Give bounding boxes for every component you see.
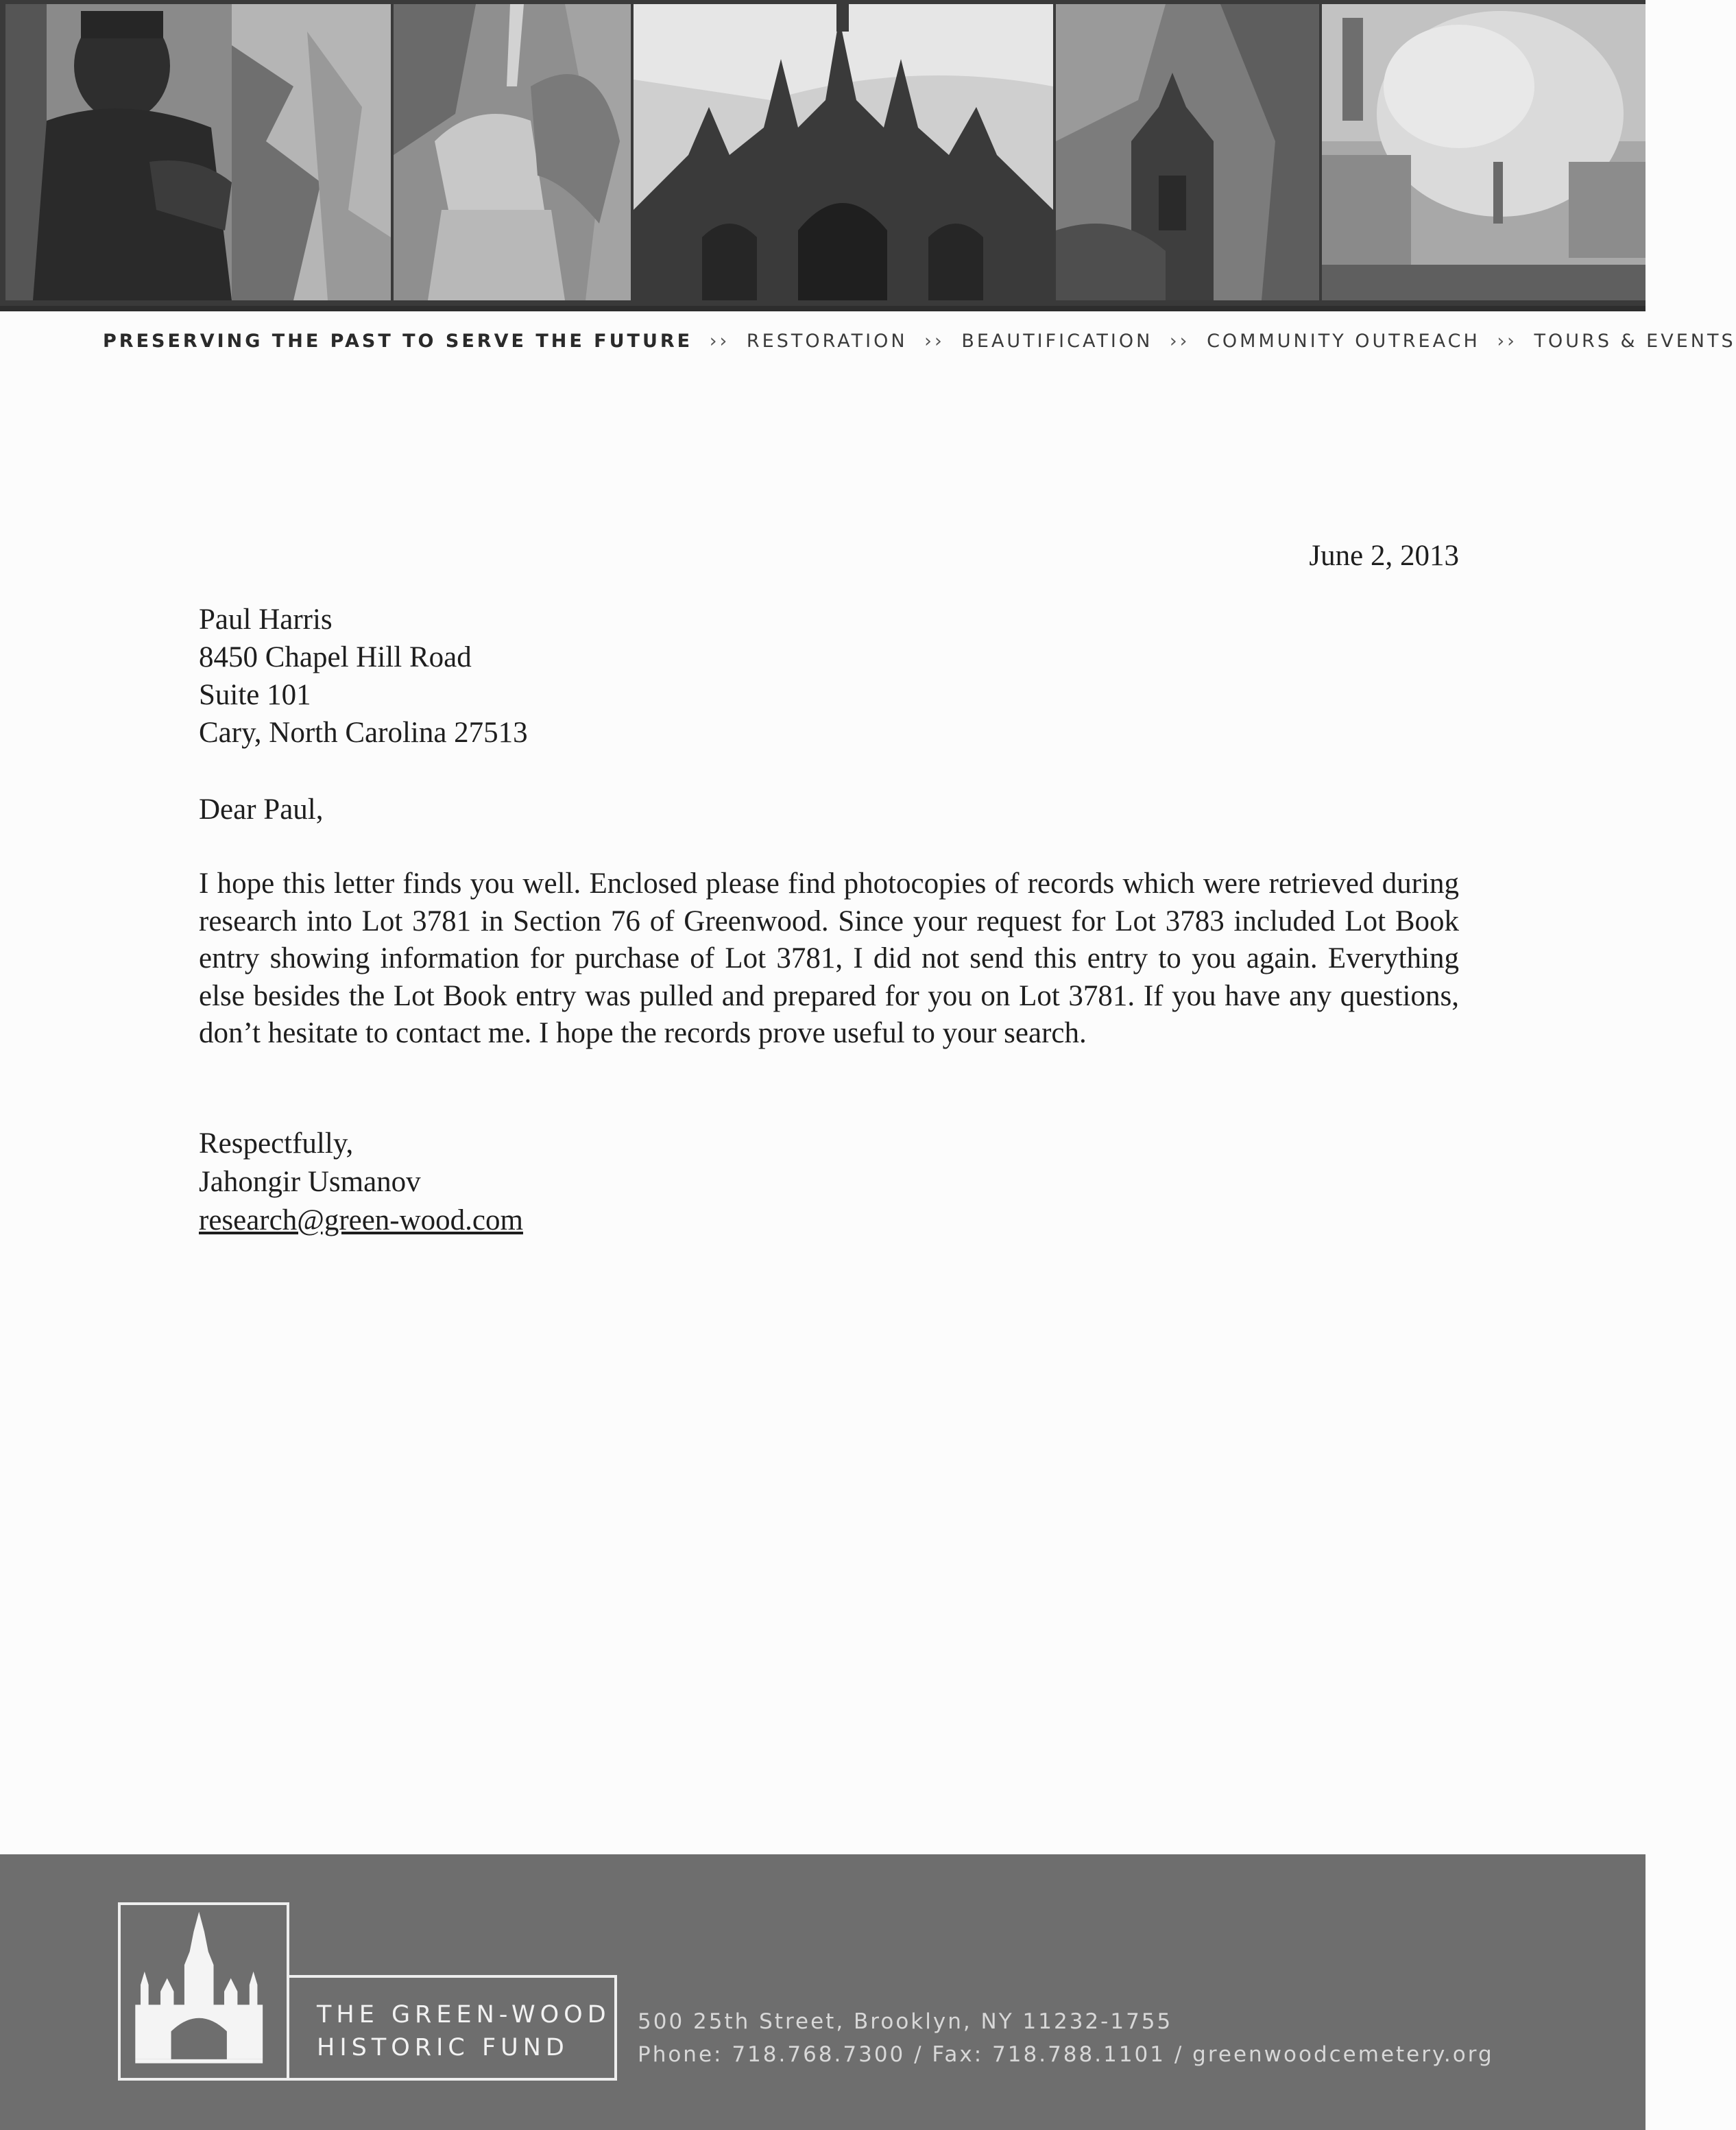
tagline-separator: ››: [924, 331, 945, 352]
org-name-line1: THE GREEN-WOOD: [317, 2001, 611, 2029]
tagline-item-restoration: RESTORATION: [746, 331, 908, 352]
recipient-street: 8450 Chapel Hill Road: [199, 641, 472, 673]
letter-date: June 2, 2013: [1309, 540, 1459, 572]
closing: Respectfully,: [199, 1127, 354, 1160]
closing-block: [199, 1125, 523, 1240]
tagline-separator: ››: [709, 331, 730, 352]
footer: [0, 1854, 1645, 2130]
recipient-name: Paul Harris: [199, 603, 333, 636]
tagline-separator: ››: [1169, 331, 1190, 352]
signer-name: Jahongir Usmanov: [199, 1166, 421, 1198]
org-name-box: [289, 1975, 617, 2081]
header-divider: [0, 306, 1645, 311]
recipient-city-state-zip: Cary, North Carolina 27513: [199, 717, 528, 749]
tagline-item-beautification: BEAUTIFICATION: [961, 331, 1153, 352]
gothic-gate-icon: [634, 4, 1053, 300]
tagline-lead: PRESERVING THE PAST TO SERVE THE FUTURE: [103, 331, 693, 352]
recipient-address: [199, 601, 528, 752]
salutation: Dear Paul,: [199, 793, 324, 826]
letter-body: I hope this letter finds you well. Enclosed please find photocopies of records which were retrieved during research into Lot 3781 in Section 76 of Greenwood. Since your request for Lot 3783 included Lot Book entry showing information for purchase of Lot 3781, I did not send this entry to you again. Everything else besides the Lot Book entry was pulled and prepared for you on Lot 3781. If you have any questions, don’t hesitate to contact me. I hope the records prove useful to your search.: [199, 867, 1459, 1049]
mausoleum-tower-icon: [1056, 4, 1319, 300]
tagline: [103, 331, 1736, 352]
statue-icon: [5, 4, 391, 300]
flowering-tree-icon: [1322, 4, 1645, 300]
org-name-line2: HISTORIC FUND: [317, 2034, 569, 2061]
header-photo-strip: [0, 0, 1645, 306]
tagline-item-community-outreach: COMMUNITY OUTREACH: [1207, 331, 1480, 352]
tagline-item-tours-events: TOURS & EVENTS: [1534, 331, 1736, 352]
tagline-separator: ››: [1497, 331, 1517, 352]
green-wood-gate-logo-icon: [118, 1902, 289, 2081]
footer-address: 500 25th Street, Brooklyn, NY 11232-1755: [638, 2009, 1173, 2034]
footer-phone-line: Phone: 718.768.7300 / Fax: 718.788.1101 / greenwoodcemetery.org: [638, 2042, 1494, 2067]
email-link[interactable]: research@green-wood.com: [199, 1204, 523, 1236]
footer-contact: [638, 2005, 1494, 2071]
angel-statue-icon: [394, 4, 631, 300]
recipient-suite: Suite 101: [199, 679, 311, 711]
